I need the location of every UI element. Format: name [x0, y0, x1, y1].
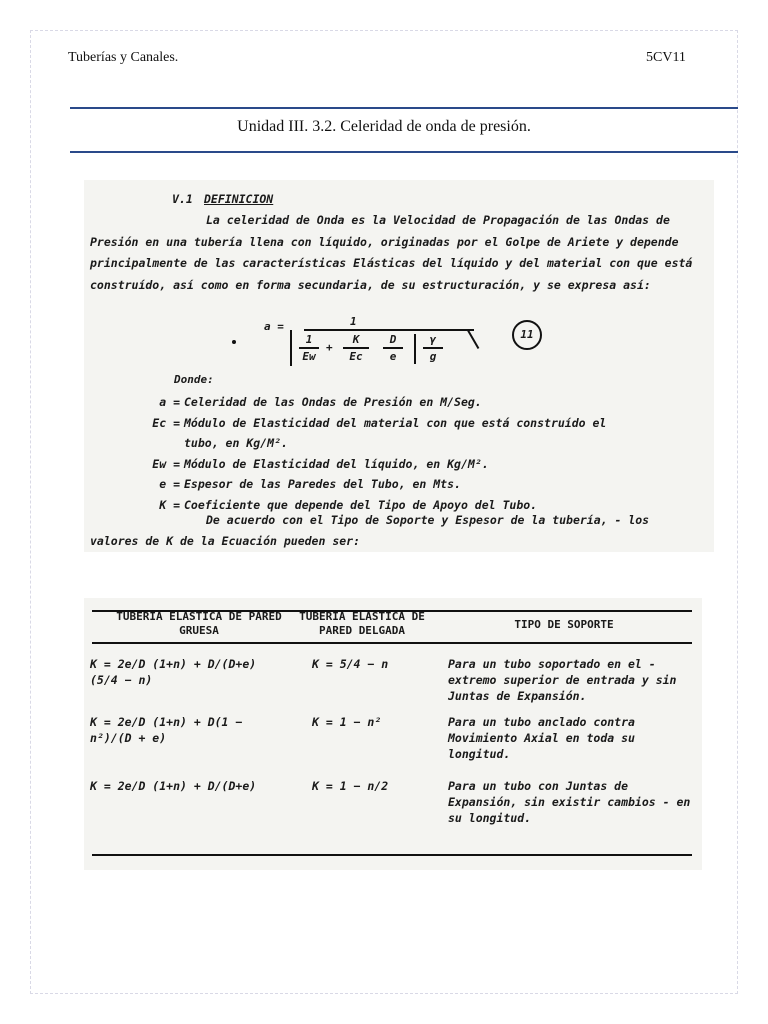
k-thin-row-2: K = 1 − n²: [312, 715, 382, 729]
section-number: V.1: [172, 192, 193, 206]
unit-title: Unidad III. 3.2. Celeridad de onda de presión.: [237, 118, 531, 135]
header-thick-wall: TUBERIA ELASTICA DE PARED GRUESA: [116, 610, 282, 637]
support-row-2: Para un tubo anclado contra Movimiento Axial en toda su longitud.: [448, 715, 635, 761]
formula-numerator: 1: [350, 315, 357, 328]
table-rule-bottom: [92, 854, 692, 856]
term-1: 1 Ew: [298, 332, 320, 364]
header-group: 5CV11: [646, 50, 686, 65]
k-thick-row-1: K = 2e/D (1+n) + D/(D+e) (5/4 − n): [90, 657, 257, 687]
definition-text: La celeridad de Onda es la Velocidad de Propagación de las Ondas de Presión en una tubería llena con líquido, originadas por el Golpe de Ariete y depende principalmente de las características Elásticas del líquido y del material con que está construído, así como en forma secundaria, de su estructuración, y se expresa así:: [90, 213, 693, 292]
table-rule-header: [92, 642, 692, 644]
plus-1: +: [326, 341, 333, 354]
closing-text: De acuerdo con el Tipo de Soporte y Espesor de la tubería, - los valores de K de la Ecuación pueden ser:: [90, 513, 650, 548]
k-thick-row-3: K = 2e/D (1+n) + D/(D+e): [90, 779, 257, 793]
header-thin-wall: TUBERIA ELASTICA DE PARED DELGADA: [299, 610, 425, 637]
scanned-k-table: [84, 598, 702, 870]
definition-row: Ew = Módulo de Elasticidad del líquido, en Kg/M².: [152, 456, 489, 471]
fraction-slash: [467, 329, 480, 349]
definition-row-continuation: tubo, en Kg/M².: [184, 436, 288, 450]
k-thin-row-1: K = 5/4 − n: [312, 657, 389, 671]
scanned-definition-block: [84, 180, 714, 552]
bracket: [408, 334, 416, 364]
equation-number: 11: [512, 320, 542, 350]
k-thin-row-3: K = 1 − n/2: [312, 779, 389, 793]
section-title: DEFINICION: [204, 192, 274, 206]
definition-row: e = Espesor de las Paredes del Tubo, en Mts.: [159, 477, 461, 491]
definitions-list: [84, 392, 704, 515]
term-4: γ g: [422, 332, 444, 364]
definitions-intro: Donde:: [174, 373, 214, 386]
support-row-3: Para un tubo con Juntas de Expansión, sin existir cambios - en su longitud.: [448, 779, 691, 825]
formula-lhs: a =: [264, 320, 284, 333]
header-rule-bottom: [70, 151, 738, 153]
bullet-dot: [232, 340, 236, 344]
definition-paragraph: [90, 210, 700, 296]
header-support-type: TIPO DE SOPORTE: [514, 618, 614, 631]
definition-row: a = Celeridad de las Ondas de Presión en M/Seg.: [159, 395, 482, 409]
k-thick-row-2: K = 2e/D (1+n) + D(1 − n²)/(D + e): [90, 715, 243, 745]
closing-paragraph: [90, 510, 702, 552]
definition-row: Ec = Módulo de Elasticidad del material con que está construído el: [152, 415, 607, 430]
fraction-bar: [304, 329, 474, 331]
support-row-1: Para un tubo soportado en el - extremo superior de entrada y sin Juntas de Expansión.: [448, 657, 677, 703]
term-3: D e: [382, 332, 404, 364]
definition-row: K = Coeficiente que depende del Tipo de Apoyo del Tubo.: [159, 497, 538, 512]
header-course: Tuberías y Canales.: [68, 50, 179, 65]
term-2: K Ec: [342, 332, 370, 364]
header-rule-top: [70, 107, 738, 109]
